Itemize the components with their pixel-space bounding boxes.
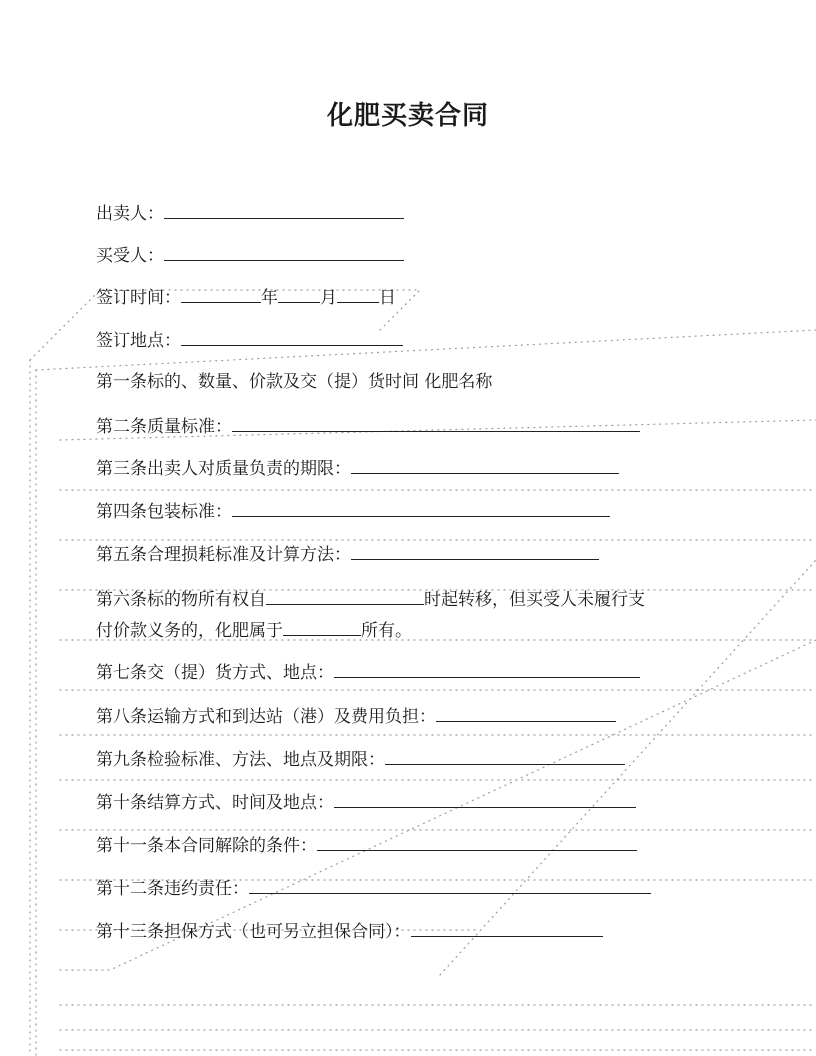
- clause-6-owner-blank[interactable]: [283, 617, 361, 636]
- clause-2-line: [96, 413, 640, 439]
- clause-6-line-2: [96, 617, 412, 643]
- clause-4-line: [96, 498, 610, 524]
- clause-8-blank[interactable]: [436, 703, 616, 722]
- sign-place-line: [96, 327, 403, 353]
- clause-9-line: [96, 746, 625, 772]
- clause-6-part-a: 第六条标的物所有权自: [96, 590, 266, 610]
- clause-11-line: [96, 832, 637, 858]
- buyer-label: 买受人：: [96, 246, 164, 266]
- clause-5-label: 第五条合理损耗标准及计算方法：: [96, 545, 351, 565]
- clause-6-line-1: [96, 586, 645, 612]
- clause-2-label: 第二条质量标准：: [96, 417, 232, 437]
- clause-10-line: [96, 789, 636, 815]
- seller-blank[interactable]: [164, 200, 404, 219]
- day-label: 日: [379, 288, 396, 308]
- clause-9-blank[interactable]: [385, 746, 625, 765]
- sign-place-label: 签订地点：: [96, 331, 181, 351]
- clause-7-line: [96, 659, 640, 685]
- clause-5-blank[interactable]: [351, 541, 599, 560]
- clause-13-line: [96, 918, 603, 944]
- clause-11-blank[interactable]: [317, 832, 637, 851]
- seller-label: 出卖人：: [96, 204, 164, 224]
- clause-12-label: 第十二条违约责任：: [96, 879, 249, 899]
- day-blank[interactable]: [337, 284, 379, 303]
- year-blank[interactable]: [181, 284, 261, 303]
- clause-12-blank[interactable]: [249, 875, 651, 894]
- clause-6-part-d: 所有。: [361, 621, 412, 641]
- buyer-line: [96, 242, 404, 268]
- sign-time-label: 签订时间：: [96, 288, 181, 308]
- clause-2-blank[interactable]: [232, 413, 640, 432]
- clause-4-label: 第四条包装标准：: [96, 502, 232, 522]
- clause-3-blank[interactable]: [351, 455, 619, 474]
- year-label: 年: [261, 288, 278, 308]
- clause-5-line: [96, 541, 599, 567]
- clause-6-part-c: 付价款义务的，化肥属于: [96, 621, 283, 641]
- clause-9-label: 第九条检验标准、方法、地点及期限：: [96, 750, 385, 770]
- clause-8-line: [96, 703, 616, 729]
- clause-1: 第一条标的、数量、价款及交（提）货时间 化肥名称: [96, 372, 493, 392]
- clause-11-label: 第十一条本合同解除的条件：: [96, 836, 317, 856]
- document-title: 化肥买卖合同: [326, 101, 489, 131]
- clause-3-label: 第三条出卖人对质量负责的期限：: [96, 459, 351, 479]
- buyer-blank[interactable]: [164, 242, 404, 261]
- clause-12-line: [96, 875, 651, 901]
- clause-10-blank[interactable]: [334, 789, 636, 808]
- sign-place-blank[interactable]: [181, 327, 403, 346]
- clause-6-time-blank[interactable]: [266, 586, 424, 605]
- clause-10-label: 第十条结算方式、时间及地点：: [96, 793, 334, 813]
- sign-time-line: [96, 284, 396, 310]
- month-blank[interactable]: [278, 284, 320, 303]
- clause-13-label: 第十三条担保方式（也可另立担保合同）：: [96, 922, 411, 942]
- clause-7-blank[interactable]: [334, 659, 640, 678]
- clause-8-label: 第八条运输方式和到达站（港）及费用负担：: [96, 707, 436, 727]
- clause-7-label: 第七条交（提）货方式、地点：: [96, 663, 334, 683]
- clause-13-blank[interactable]: [411, 918, 603, 937]
- seller-line: [96, 200, 404, 226]
- month-label: 月: [320, 288, 337, 308]
- clause-4-blank[interactable]: [232, 498, 610, 517]
- clause-6-part-b: 时起转移，但买受人未履行支: [424, 590, 645, 610]
- clause-3-line: [96, 455, 619, 481]
